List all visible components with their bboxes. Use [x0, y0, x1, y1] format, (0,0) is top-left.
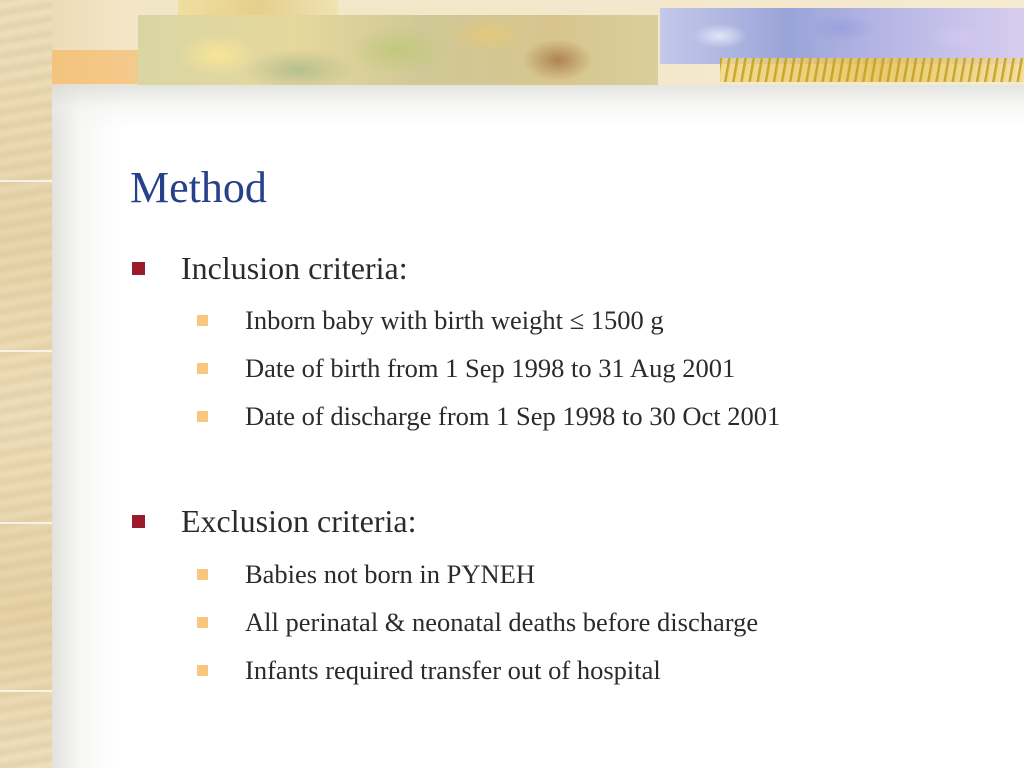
square-bullet-icon: [197, 315, 208, 326]
inclusion-item: [197, 399, 780, 433]
square-bullet-icon: [197, 617, 208, 628]
inclusion-item-text: Date of birth from 1 Sep 1998 to 31 Aug 2001: [245, 352, 736, 383]
square-bullet-icon: [197, 665, 208, 676]
inclusion-item-text: Inborn baby with birth weight ≤ 1500 g: [245, 304, 664, 335]
square-bullet-icon: [197, 363, 208, 374]
square-bullet-icon: [132, 262, 145, 275]
exclusion-heading-item: [132, 501, 416, 541]
exclusion-item-text: Infants required transfer out of hospital: [245, 654, 661, 685]
exclusion-item: [197, 653, 661, 687]
inclusion-item: [197, 351, 735, 385]
exclusion-heading: Exclusion criteria:: [181, 502, 417, 539]
inclusion-item: [197, 303, 664, 337]
inclusion-heading: Inclusion criteria:: [181, 249, 408, 286]
exclusion-item-text: Babies not born in PYNEH: [245, 558, 536, 589]
inclusion-item-text: Date of discharge from 1 Sep 1998 to 30 Oct 2001: [245, 400, 781, 431]
slide-title: Method: [130, 163, 267, 212]
exclusion-item: [197, 557, 535, 591]
exclusion-item: [197, 605, 758, 639]
square-bullet-icon: [197, 569, 208, 580]
inclusion-heading-item: [132, 248, 408, 288]
square-bullet-icon: [132, 515, 145, 528]
square-bullet-icon: [197, 411, 208, 422]
exclusion-item-text: All perinatal & neonatal deaths before discharge: [245, 606, 759, 637]
